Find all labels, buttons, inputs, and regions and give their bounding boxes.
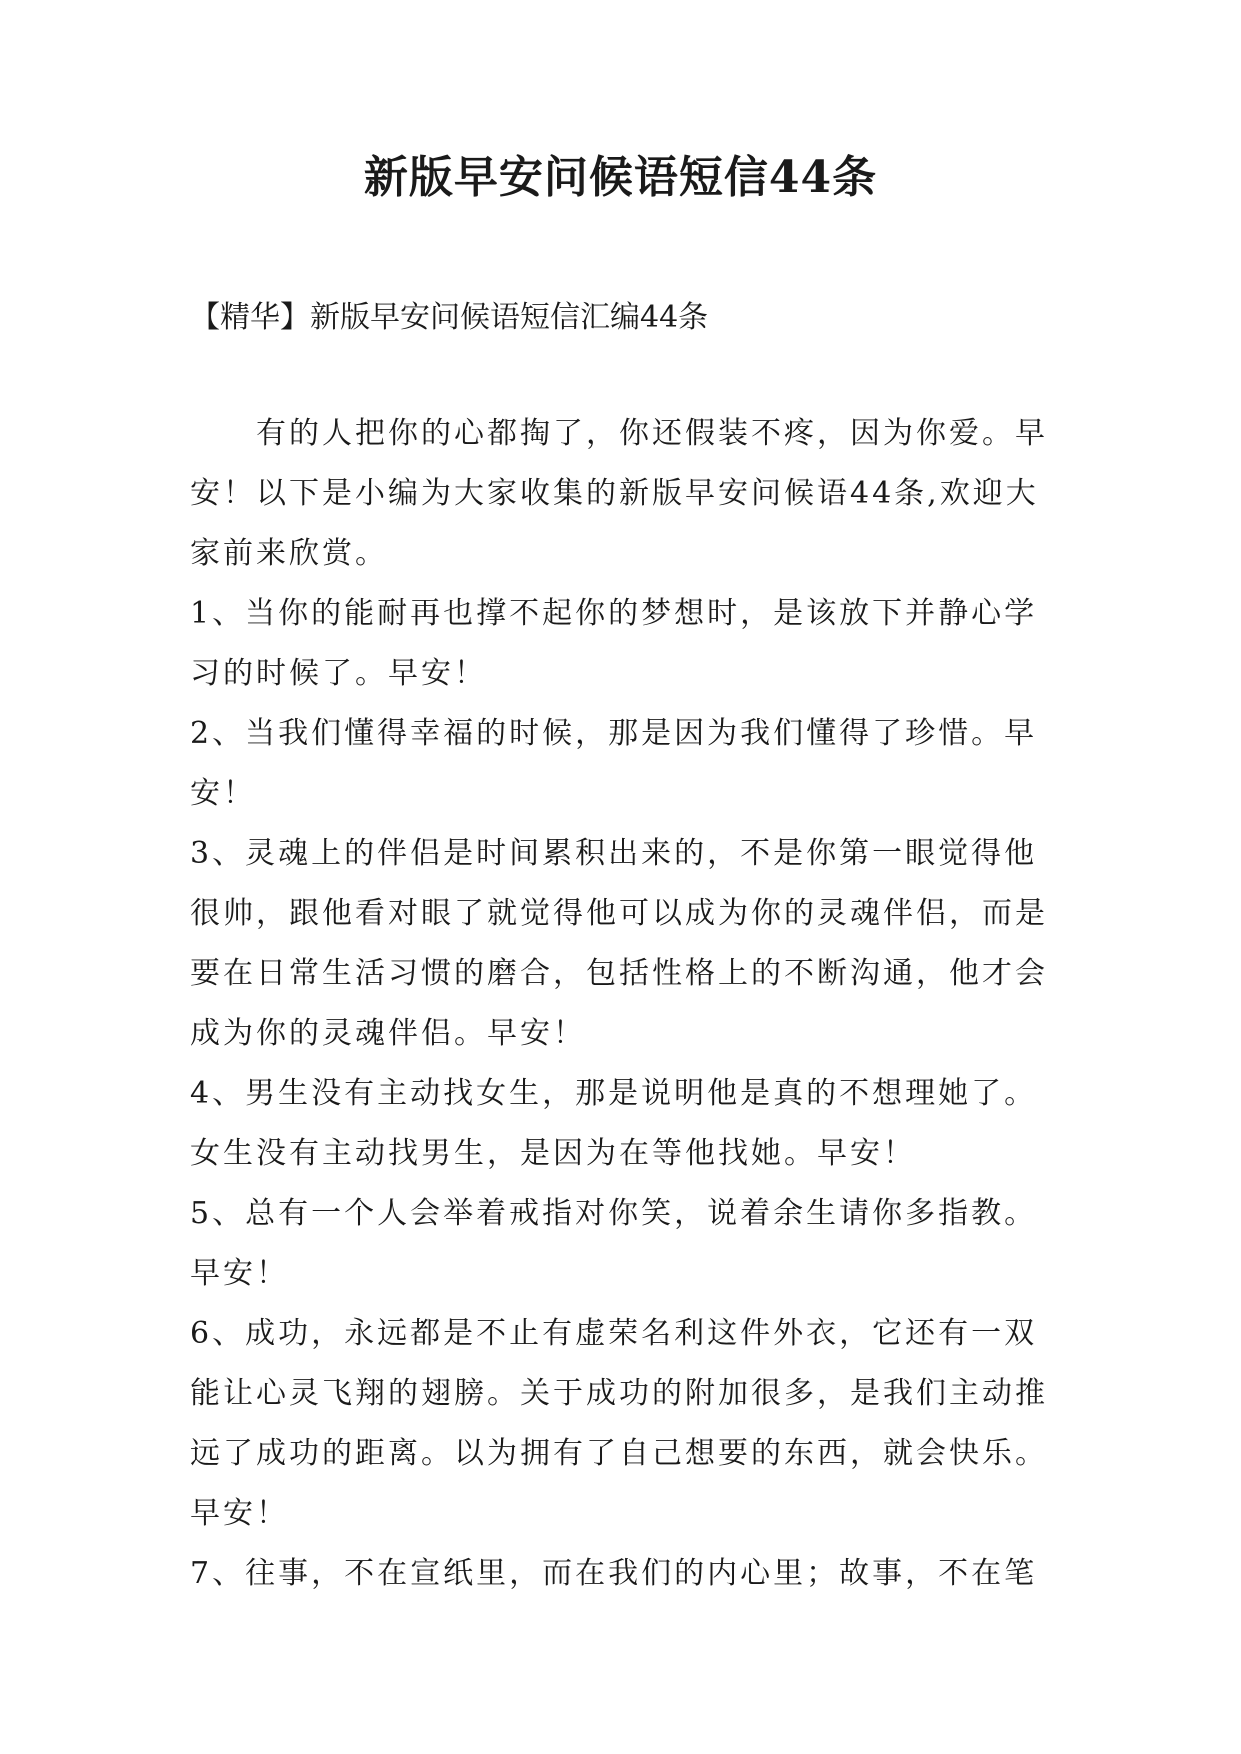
body-line: 远了成功的距离。以为拥有了自己想要的东西，就会快乐。 — [190, 1436, 1048, 1471]
body-line: 3、灵魂上的伴侣是时间累积出来的，不是你第一眼觉得他 — [190, 836, 1038, 871]
body-line: 1、当你的能耐再也撑不起你的梦想时，是该放下并静心学 — [190, 596, 1038, 631]
body-line: 安！以下是小编为大家收集的新版早安问候语44条,欢迎大 — [190, 476, 1039, 511]
body-line: 2、当我们懂得幸福的时候，那是因为我们懂得了珍惜。早 — [190, 716, 1038, 751]
body-line: 安！ — [190, 776, 256, 811]
body-line: 能让心灵飞翔的翅膀。关于成功的附加很多，是我们主动推 — [190, 1376, 1048, 1411]
body-line: 早安！ — [190, 1256, 289, 1291]
document-subtitle: 【精华】新版早安问候语短信汇编44条 — [190, 300, 709, 335]
body-line: 习的时候了。早安！ — [190, 656, 487, 691]
body-line: 早安！ — [190, 1496, 289, 1531]
body-line: 很帅，跟他看对眼了就觉得他可以成为你的灵魂伴侣，而是 — [190, 896, 1048, 931]
body-line: 成为你的灵魂伴侣。早安！ — [190, 1016, 586, 1051]
document-body — [190, 404, 1060, 1604]
body-line: 4、男生没有主动找女生，那是说明他是真的不想理她了。 — [190, 1076, 1038, 1111]
body-line: 5、总有一个人会举着戒指对你笑，说着余生请你多指教。 — [190, 1196, 1038, 1231]
body-line: 要在日常生活习惯的磨合，包括性格上的不断沟通，他才会 — [190, 956, 1048, 991]
body-line: 有的人把你的心都掏了，你还假装不疼，因为你爱。早 — [190, 416, 1048, 451]
document-title: 新版早安问候语短信44条 — [363, 152, 878, 203]
body-line: 7、往事，不在宣纸里，而在我们的内心里；故事，不在笔 — [190, 1556, 1038, 1591]
body-line: 6、成功，永远都是不止有虚荣名利这件外衣，它还有一双 — [190, 1316, 1038, 1351]
body-line: 家前来欣赏。 — [190, 536, 388, 571]
body-line: 女生没有主动找男生，是因为在等他找她。早安！ — [190, 1136, 916, 1171]
